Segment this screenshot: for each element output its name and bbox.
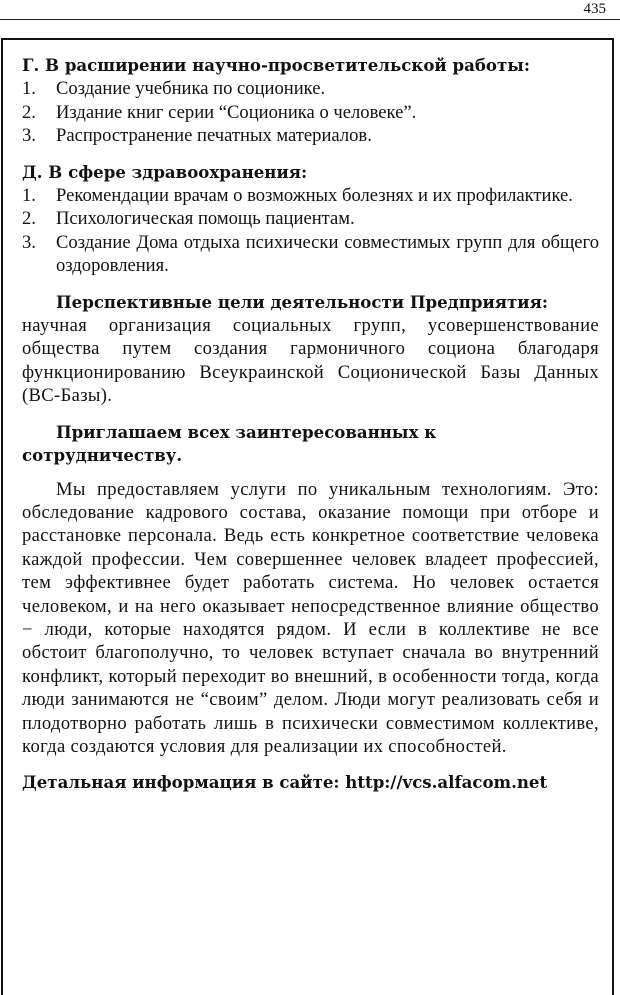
list-item: 1. Рекомендации врачам о возможных болезнях и их профилактике. <box>22 185 573 207</box>
section-g <box>22 54 599 148</box>
list-item: 2. Издание книг серии “Соционика о человеке”. <box>22 101 417 123</box>
goals-text: научная организация социальных групп, усовершенствование общества путем создания гармоничного соционa благодаря функционированию Всеукраинской Соционической Базы Данных (ВС-Базы). <box>22 315 599 407</box>
invitation-text: Мы предоставляем услуги по уникальным технологиям. Это: обследование кадрового состава, оказание помощи при отборе и расстановке персонала. Ведь есть конкретное соответствие человека каждой профессии. Чем совершеннее человек владеет профессией, тем эффективнее будет работать система. Но человек остается человеком, и на него оказывает непосредственное влияние общество − люди, которые находятся рядом. И если в коллективе не все обстоит благополучно, то человек вступает сначала во внутренний конфликт, который переходит во внешний, в особенности тогда, когда люди занимаются не “своим” делом. Люди могут реализовать себя и плодотворно работать лишь в психически совместимом коллективе, когда создаются условия для реализации их способностей. <box>22 478 599 757</box>
section-d-list <box>22 184 599 278</box>
list-item: 3. Распространение печатных материалов. <box>22 125 372 147</box>
website-link-line[interactable]: Детальная информация в сайте: http://vcs.alfacom.net <box>22 772 548 793</box>
invitation-section <box>22 421 599 759</box>
section-d <box>22 161 599 278</box>
section-g-list <box>22 77 599 147</box>
list-item: 1. Создание учебника по соционике. <box>22 78 326 100</box>
list-item: 3. Создание Дома отдыха психически совместимых групп для общего оздоровления. <box>22 231 599 277</box>
header-rule <box>0 19 620 20</box>
invitation-heading: Приглашаем всех заинтересованных к сотрудничеству. <box>22 421 437 466</box>
goals-section <box>22 291 599 408</box>
goals-heading: Перспективные цели деятельности Предприятия: <box>56 291 548 312</box>
page-number: 435 <box>583 1 606 17</box>
page-content <box>22 54 599 795</box>
list-item: 2. Психологическая помощь пациентам. <box>22 208 355 230</box>
section-g-title: Г. В расширении научно-просветительской работы: <box>22 55 531 75</box>
section-d-title: Д. В сфере здравоохранения: <box>22 161 308 182</box>
